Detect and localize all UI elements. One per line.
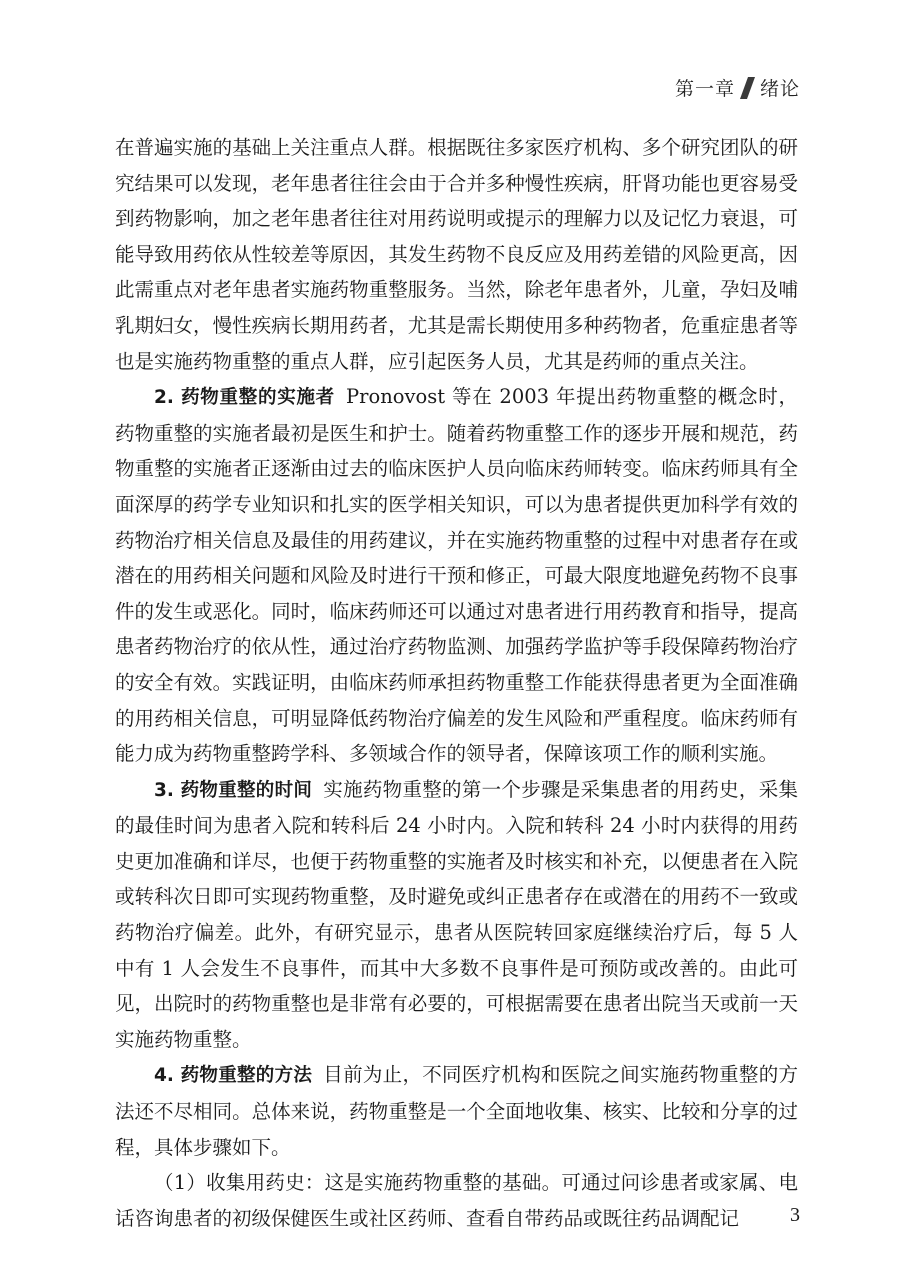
paragraph-method [115, 1057, 798, 1165]
chapter-label: 第一章 [674, 78, 735, 100]
paragraph-text: 在普遍实施的基础上关注重点人群。根据既往多家医疗机构、多个研究团队的研究结果可以发现，老年患者往往会由于合并多种慢性疾病，肝肾功能也更容易受到药物影响，加之老年患者往往对用药说明或提示的理解力以及记忆力衰退，可能导致用药依从性较差等原因，其发生药物不良反应及用药差错的风险更高，因此需重点对老年患者实施药物重整服务。当然，除老年患者外，儿童，孕妇及哺乳期妇女，慢性疾病长期用药者，尤其是需长期使用多种药物者，危重症患者等也是实施药物重整的重点人群，应引起医务人员，尤其是药师的重点关注。 [115, 136, 798, 373]
paragraph-continuation [115, 130, 798, 379]
paragraph-implementer [115, 379, 798, 772]
running-header [675, 74, 800, 101]
paragraph-timing [115, 772, 798, 1058]
page-number: 3 [790, 1204, 800, 1226]
paragraph-text: （1）收集用药史：这是实施药物重整的基础。可通过问诊患者或家属、电话咨询患者的初级保健医生或社区药师、查看自带药品或既往药品调配记 [115, 1171, 798, 1230]
section-heading: 2. 药物重整的实施者 [154, 387, 335, 409]
body-text [115, 130, 798, 1236]
paragraph-text: Pronovost 等在 2003 年提出药物重整的概念时，药物重整的实施者最初是医生和护士。随着药物重整工作的逐步开展和规范，药物重整的实施者正逐渐由过去的临床医护人员向临床药师转变。临床药师具有全面深厚的药学专业知识和扎实的医学相关知识，可以为患者提供更加科学有效的药物治疗相关信息及最佳的用药建议，并在实施药物重整的过程中对患者存在或潜在的用药相关问题和风险及时进行干预和修正，可最大限度地避免药物不良事件的发生或恶化。同时，临床药师还可以通过对患者进行用药教育和指导，提高患者药物治疗的依从性，通过治疗药物监测、加强药学监护等手段保障药物治疗的安全有效。实践证明，由临床药师承担药物重整工作能获得患者更为全面准确的用药相关信息，可明显降低药物治疗偏差的发生风险和严重程度。临床药师有能力成为药物重整跨学科、多领域合作的领导者，保障该项工作的顺利实施。 [115, 385, 798, 766]
paragraph-text: 实施药物重整的第一个步骤是采集患者的用药史，采集的最佳时间为患者入院和转科后 24 小时内。入院和转科 24 小时内获得的用药史更加准确和详尽，也便于药物重整的实施者及时核实和补充，以便患者在入院或转科次日即可实现药物重整，及时避免或纠正患者存在或潜在的用药不一致或药物治疗偏差。此外，有研究显示，患者从医院转回家庭继续治疗后，每 5 人中有 1 人会发生不良事件，而其中大多数不良事件是可预防或改善的。由此可见，出院时的药物重整也是非常有必要的，可根据需要在患者出院当天或前一天实施药物重整。 [115, 777, 798, 1051]
paragraph-text: 目前为止，不同医疗机构和医院之间实施药物重整的方法还不尽相同。总体来说，药物重整是一个全面地收集、核实、比较和分享的过程，具体步骤如下。 [115, 1063, 798, 1159]
chapter-title: 绪论 [759, 78, 800, 100]
section-heading: 3. 药物重整的时间 [154, 779, 313, 801]
section-heading: 4. 药物重整的方法 [154, 1065, 313, 1087]
paragraph-step-1 [115, 1165, 798, 1236]
header-separator-icon [740, 77, 755, 99]
